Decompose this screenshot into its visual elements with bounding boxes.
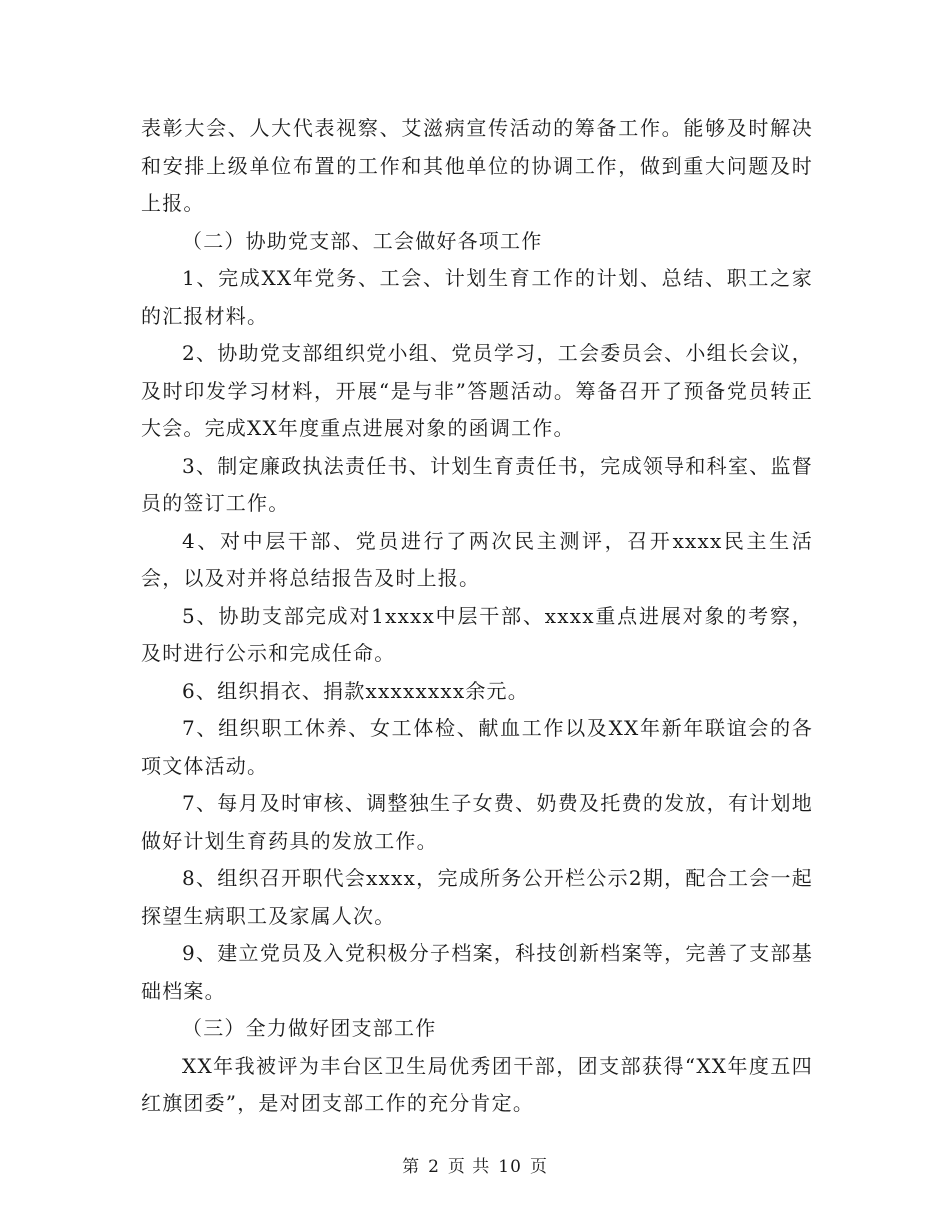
paragraph: 1、完成XX年党务、工会、计划生育工作的计划、总结、职工之家的汇报材料。 [141,266,813,328]
footer-prefix: 第 [402,1157,421,1177]
paragraph: XX年我被评为丰台区卫生局优秀团干部，团支部获得“XX年度五四红旗团委”，是对团支部工作的充分肯定。 [141,1053,813,1115]
paragraph: 6、组织捐衣、捐款xxxxxxxx余元。 [182,678,529,703]
paragraph: 8、组织召开职代会xxxx，完成所务公开栏公示2期，配合工会一起探望生病职工及家属人次。 [141,866,813,928]
page-number: 2 [428,1157,440,1177]
page-footer [0,1152,950,1177]
footer-middle: 页 共 [447,1157,491,1177]
page-total: 10 [498,1157,522,1177]
paragraph: 7、组织职工休养、女工体检、献血工作以及XX年新年联谊会的各项文体活动。 [141,716,813,778]
paragraph: 9、建立党员及入党积极分子档案，科技创新档案等，完善了支部基础档案。 [141,941,813,1003]
paragraph: 4、对中层干部、党员进行了两次民主测评，召开xxxx民主生活会，以及对并将总结报告及时上报。 [141,528,813,590]
paragraph: 2、协助党支部组织党小组、党员学习，工会委员会、小组长会议，及时印发学习材料，开展“是与非”答题活动。筹备召开了预备党员转正大会。完成XX年度重点进展对象的函调工作。 [141,341,813,440]
paragraph: 7、每月及时审核、调整独生子女费、奶费及托费的发放，有计划地做好计划生育药具的发放工作。 [141,791,813,853]
paragraph: 5、协助支部完成对1xxxx中层干部、xxxx重点进展对象的考察，及时进行公示和完成任命。 [141,603,813,665]
paragraph: 3、制定廉政执法责任书、计划生育责任书，完成领导和科室、监督员的签订工作。 [141,453,813,515]
paragraph: 表彰大会、人大代表视察、艾滋病宣传活动的筹备工作。能够及时解决和安排上级单位布置的工作和其他单位的协调工作，做到重大问题及时上报。 [141,116,813,215]
section-heading: （二）协助党支部、工会做好各项工作 [182,228,543,253]
document-body [141,110,813,1123]
footer-suffix: 页 [529,1157,548,1177]
section-heading: （三）全力做好团支部工作 [182,1016,437,1040]
